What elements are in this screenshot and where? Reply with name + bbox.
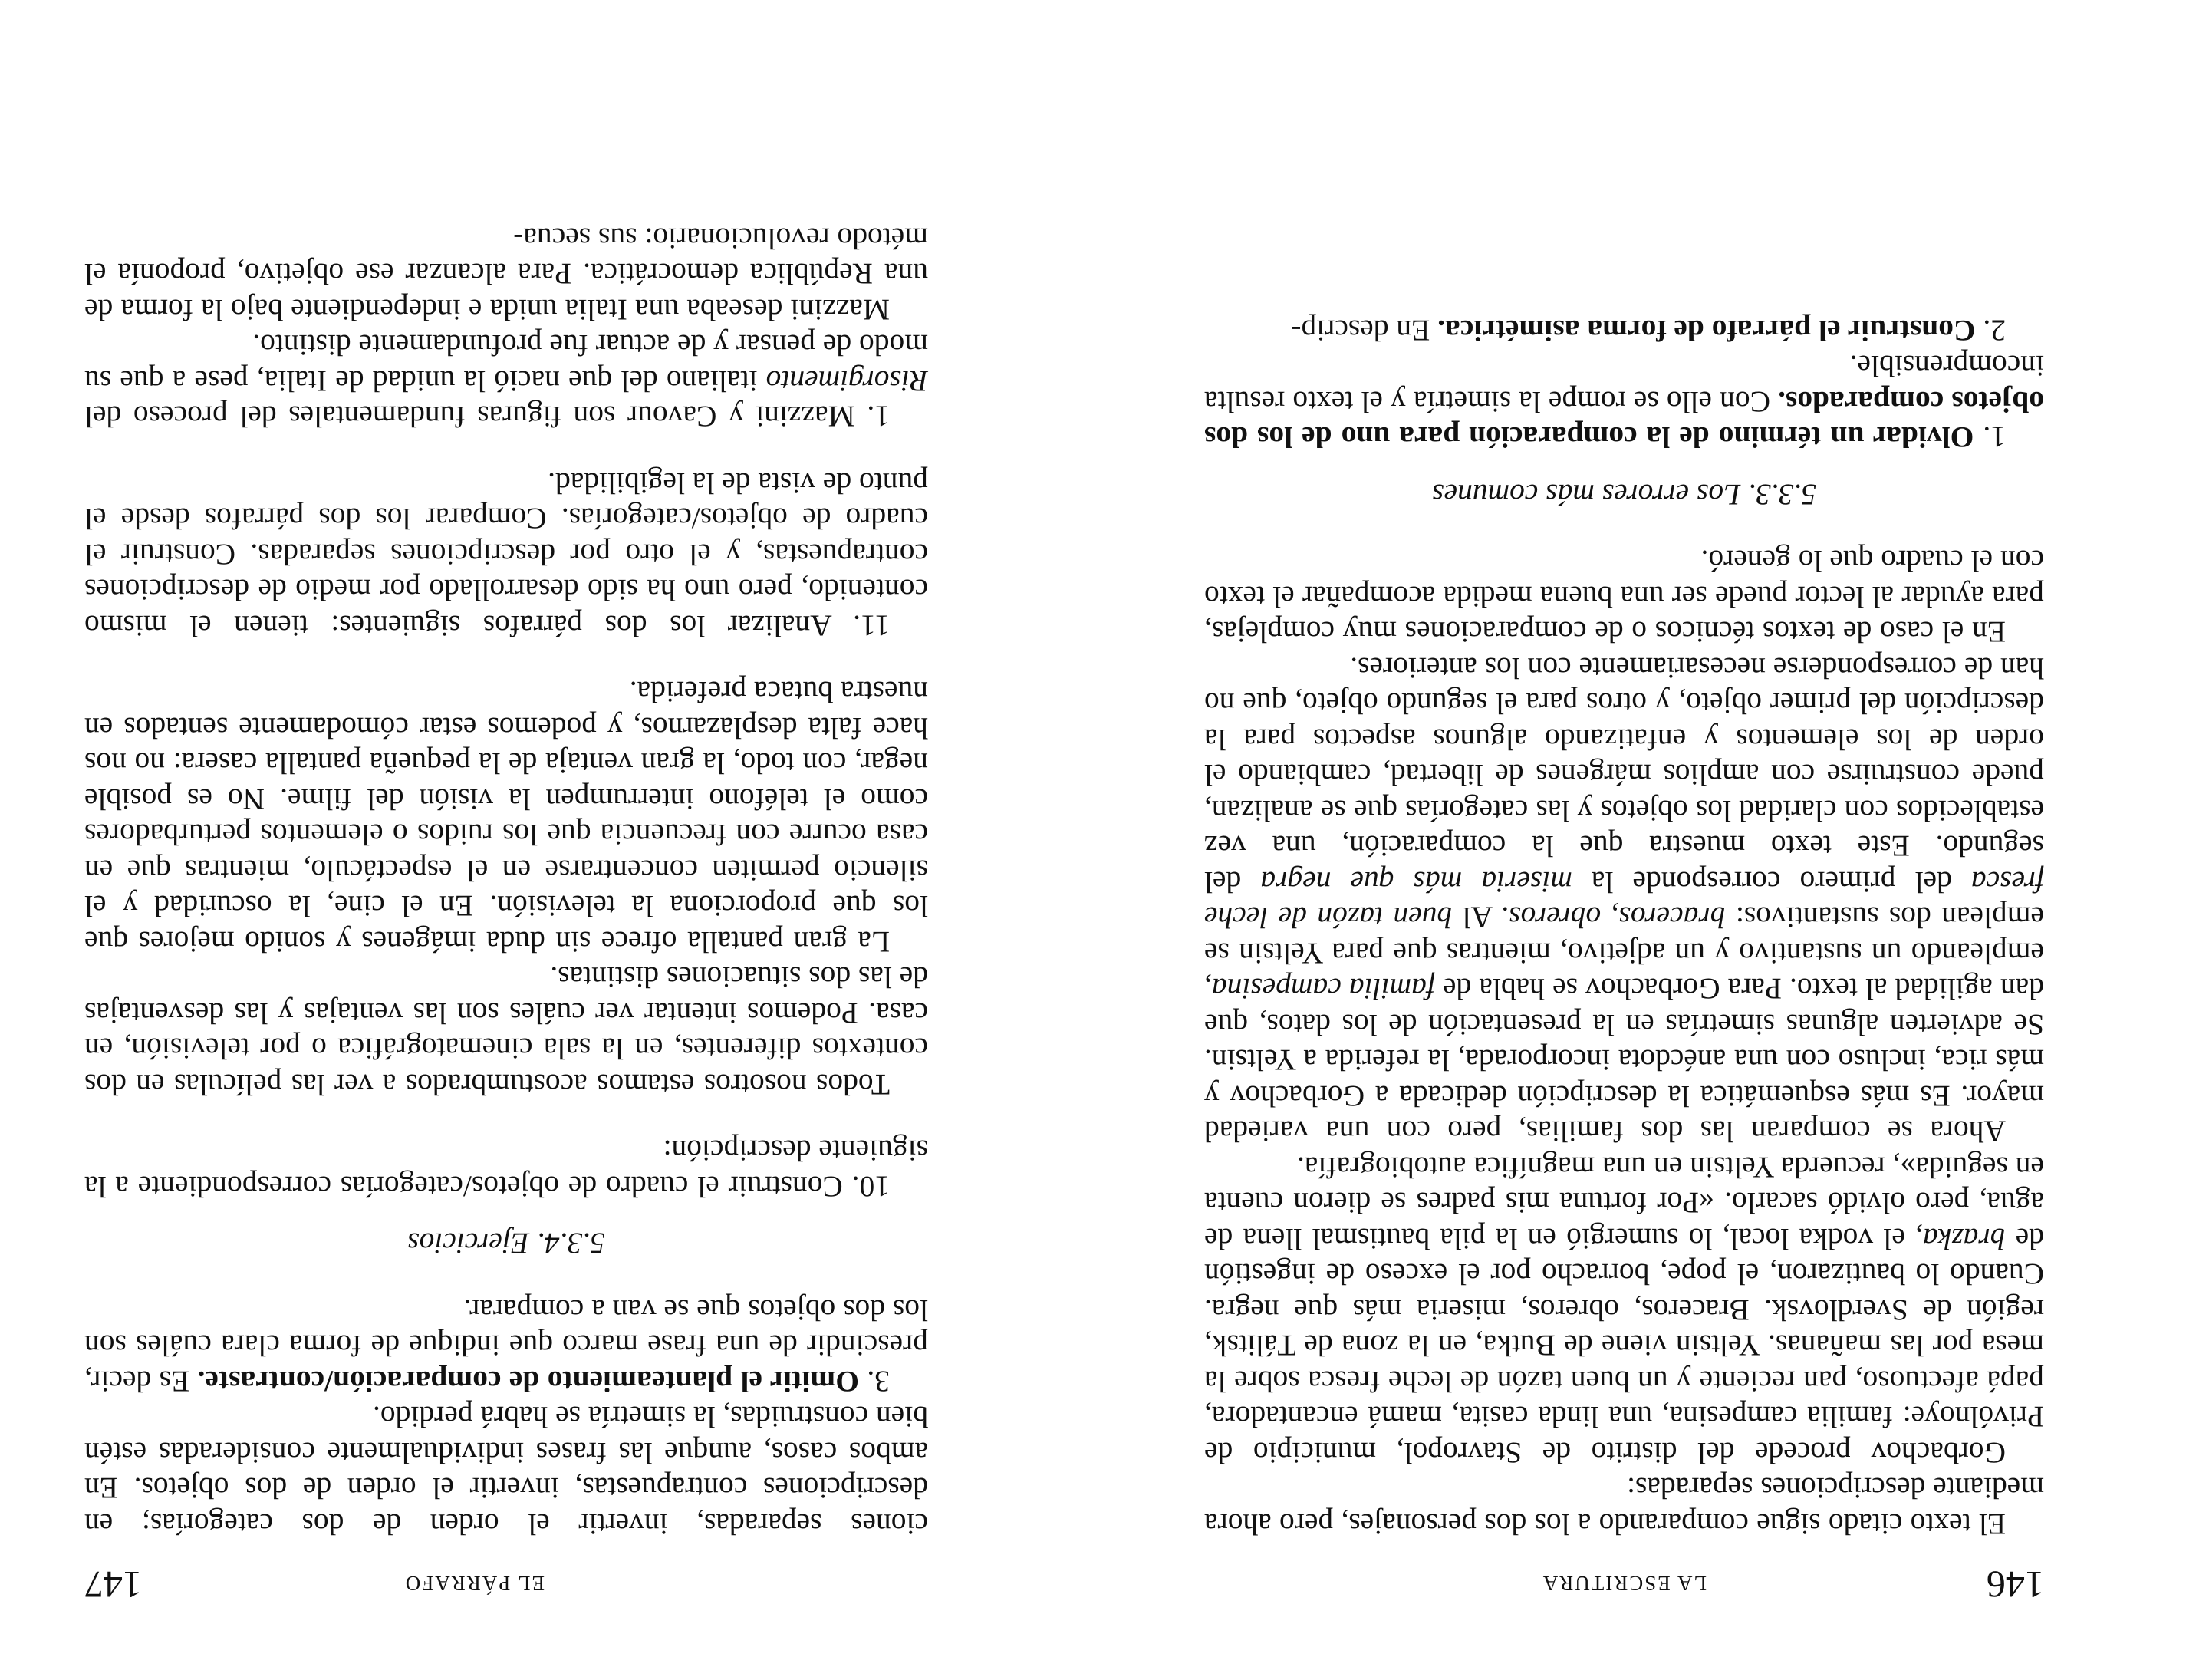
running-head: LA ESCRITURA <box>1541 1572 1707 1595</box>
paragraph: El texto citado sigue comparando a los dos personajes, pero ahora mediante descripciones separadas: <box>1204 1471 2044 1541</box>
quoted-paragraph: Todos nosotros estamos acostumbrados a ver las películas en dos contextos diferentes, en la sala cinematográfica o por televisión, en casa. Podemos intentar ver cuáles son las ventajas y las desventajas de las dos situaciones distintas. <box>84 960 928 1102</box>
paragraph: En el caso de textos técnicos o de comparaciones muy complejas, para ayudar al lector puede ser una buena medida acompañar el texto con el cuadro que lo generó. <box>1204 544 2044 650</box>
page-header <box>1204 1553 2044 1606</box>
quoted-paragraph: 1. Mazzini y Cavour son figuras fundamentales del proceso del Risorgimento italiano del que nació la unidad de Italia, pese a que su modo de pensar y de actuar fue profundamente distinto. <box>84 328 928 434</box>
page-number: 147 <box>84 1563 142 1606</box>
page-146 <box>1104 0 2209 1680</box>
quoted-paragraph: La gran pantalla ofrece sin duda imágenes y sonido mejores que los que proporciona la televisión. En el cine, la oscuridad y el silencio permiten concentrarse en el espectáculo, mientras que en casa ocurre con frecuencia que los ruidos o elementos perturbadores como el teléfono interrumpen la visión del filme. No es posible negar, con todo, la gran ventaja de la pequeña pantalla casera: no nos hace falta desplazarnos, y podemos estar cómodamente sentados en nuestra butaca preferida. <box>84 675 928 959</box>
paragraph: Ahora se comparan las dos familias, pero con una variedad mayor. Es más esquemática la descripción dedicada a Gorbachov y más rica, incluso con una anécdota incorporada, la referida a Yeltsin. Se advierten algunas simetrías en la presentación de los datos, que dan agilidad al texto. Para Gorbachov se habla de familia campesina, empleando un sustantivo y un adjetivo, mientras que para Yeltsin se emplean dos sustantivos: braceros, obreros. Al buen tazón de leche fresca del primero corresponde la miseria más que negra del segundo. Este texto muestra que la comparación, una vez establecidos con claridad los objetos y las categorías que se analizan, puede construirse con amplios márgenes de libertad, cambiando el orden de los elementos y enfatizando algunos aspectos para la descripción del primer objeto, y otros para el segundo objeto, que no han de corresponderse necesariamente con los anteriores. <box>1203 651 2044 1149</box>
page-header <box>84 1553 928 1606</box>
exercise-11: 11. Analizar los dos párrafos siguientes: tienen el mismo contenido, pero uno ha sido desarrollado por medio de descripciones contrapuestas, y el otro por descripciones separadas. Construir el cuadro de objetos/categorías. Comparar los dos párrafos desde el punto de vista de la legibilidad. <box>84 466 928 643</box>
page-body <box>84 221 928 1543</box>
paragraph: ciones separadas, invertir el orden de dos categorías; en descripciones contrapuestas, invertir el orden de dos objetos. En ambos casos, aunque las frases individualmente consideradas estén bien construidas, la simetría se habrá perdido. <box>84 1400 928 1541</box>
error-item-1: 1. Olvidar un término de la comparación para uno de los dos objetos comparados. Con ello se rompe la simetría y el texto resulta incomprensible. <box>1204 349 2044 455</box>
running-head: EL PÁRRAFO <box>403 1572 545 1595</box>
quoted-paragraph: Gorbachov procede del distrito de Stavropol, municipio de Privólnoye: familia campesina, una linda casita, mamá encantadora, papá afectuoso, pan reciente y un buen tazón de leche fresca sobre la mesa por las mañanas. Yeltsin viene de Butka, en la zona de Tálitsk, región de Sverdlovsk. Braceros, obreros, miseria más que negra. Cuando lo bautizaron, el pope, borracho por el exceso de ingestión de brazka, el vodka local, lo sumergió en la pila bautismal llena de agua, pero olvidó sacarlo. «Por fortuna mis padres se dieron cuenta en seguida», recuerda Yeltsin en una magnífica autobiografía. <box>1204 1151 2044 1470</box>
page-147 <box>0 0 1104 1680</box>
error-item-3: 3. Omitir el planteamiento de comparación/contraste. Es decir, prescindir de una frase marco que indique de forma clara cuáles son los dos objetos que se van a comparar. <box>84 1293 928 1398</box>
section-heading: 5.3.4. Ejercicios <box>407 1227 605 1261</box>
page-number: 146 <box>1987 1563 2044 1606</box>
exercise-10: 10. Construir el cuadro de objetos/categorías correspondiente a la siguiente descripción: <box>84 1134 928 1204</box>
error-item-2: 2. Construir el párrafo de forma asimétrica. En descrip- <box>1291 314 2006 348</box>
page-body <box>1204 313 2044 1543</box>
section-heading: 5.3.3. Los errores más comunes <box>1432 478 1816 512</box>
quoted-paragraph: Mazzini deseaba una Italia unida e independiente bajo la forma de una República democrática. Para alcanzar ese objetivo, proponía el método revolucionario: sus secua- <box>84 222 928 327</box>
